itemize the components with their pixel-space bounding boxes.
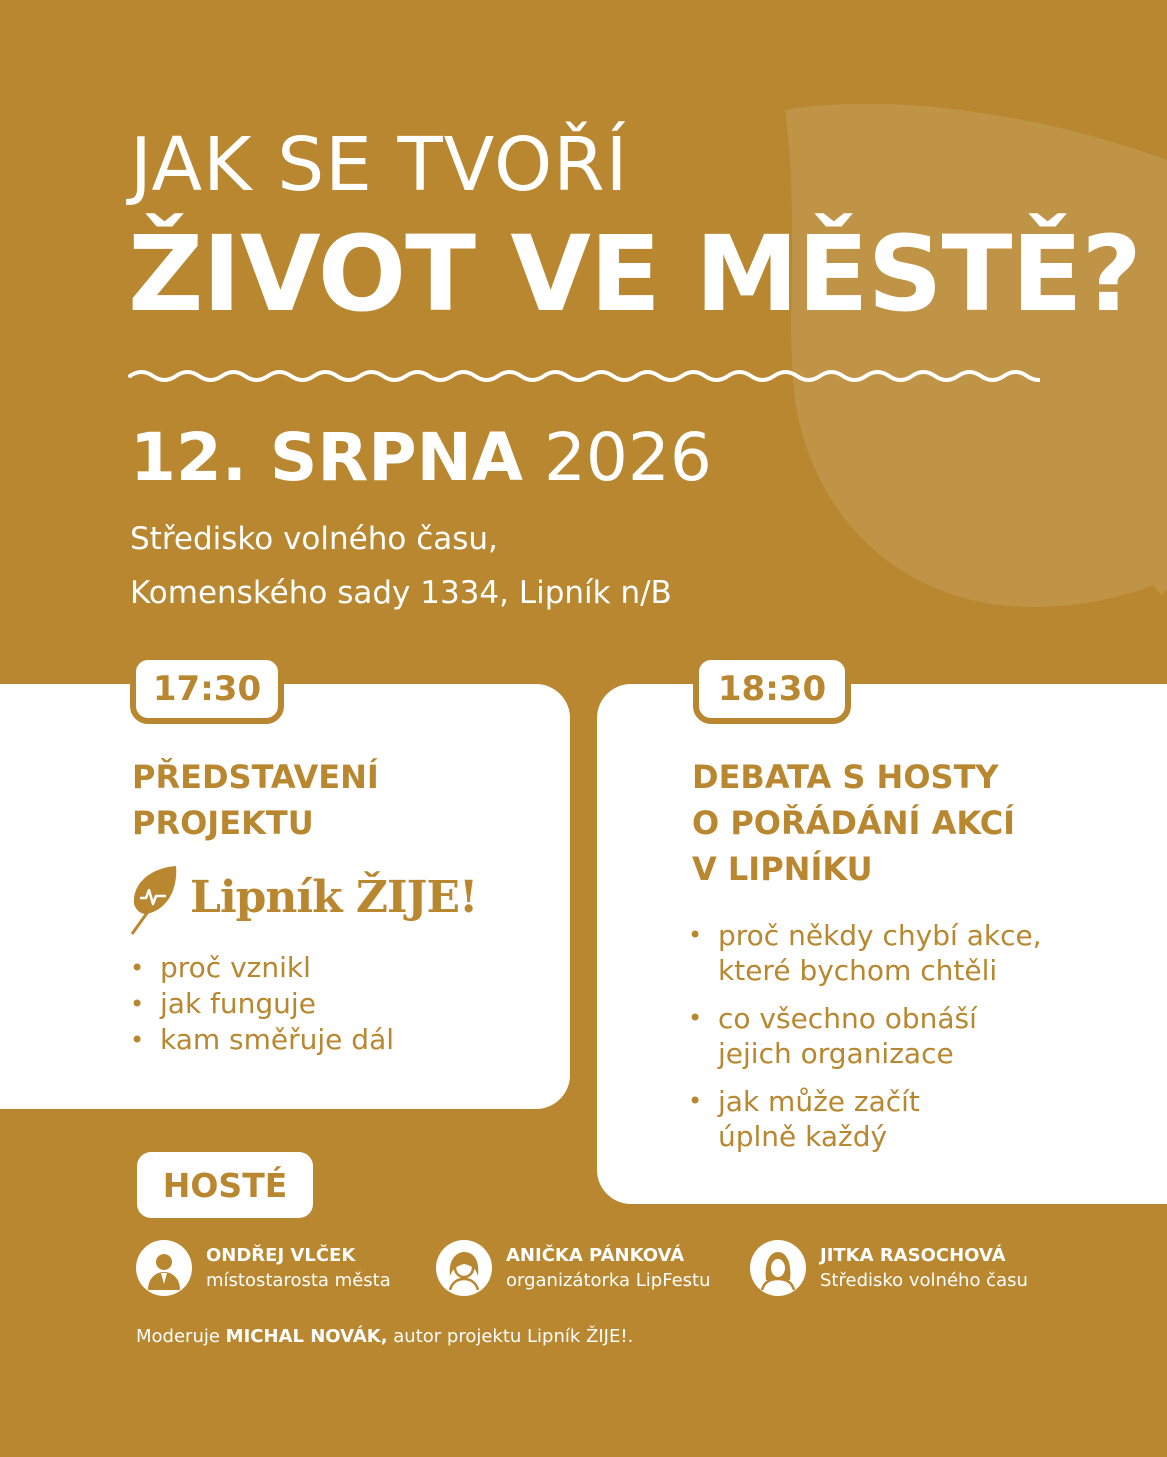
program-2-bullets — [688, 918, 1108, 1167]
logo-text: Lipník ŽIJE! — [190, 872, 478, 923]
event-date-day: 12. SRPNA — [130, 419, 523, 496]
venue-line-1: Středisko volného času, — [130, 521, 498, 557]
event-date — [130, 419, 712, 496]
woman-avatar-icon — [436, 1240, 492, 1296]
program-1-title-line-1: PŘEDSTAVENÍ — [132, 758, 379, 796]
list-item-line-1: • co všechno obnáší — [718, 1002, 977, 1035]
list-item-line-2: jejich organizace — [718, 1037, 954, 1070]
man-avatar-icon — [136, 1240, 192, 1296]
list-item-line-1: • jak může začít — [718, 1085, 920, 1118]
program-1-bullets — [130, 950, 394, 1058]
list-item-line-1: • proč někdy chybí akce, — [718, 919, 1042, 952]
event-date-year: 2026 — [543, 419, 712, 496]
guest-3-role: Středisko volného času — [820, 1270, 1028, 1291]
list-item: • kam směřuje dál — [130, 1022, 394, 1058]
venue-line-2: Komenského sady 1334, Lipník n/B — [130, 575, 672, 611]
leaf-logo-icon — [132, 866, 176, 934]
list-item: • jak funguje — [130, 986, 394, 1022]
list-item — [688, 1001, 1108, 1071]
list-item-line-2: které bychom chtěli — [718, 954, 998, 987]
guests-label: HOSTÉ — [137, 1152, 313, 1218]
guest-1-role: místostarosta města — [206, 1270, 391, 1291]
program-2-title-line-3: V LIPNÍKU — [692, 850, 873, 888]
lipnik-zije-logo — [128, 858, 488, 938]
guest-3-name: JITKA RASOCHOVÁ — [820, 1245, 1006, 1266]
wave-divider — [128, 356, 1040, 396]
moderator-suffix: autor projektu Lipník ŽIJE!. — [393, 1326, 634, 1347]
program-1-title-line-2: PROJEKTU — [132, 804, 314, 842]
list-item — [688, 918, 1108, 988]
time-badge-2: 18:30 — [693, 654, 851, 724]
program-2-title — [692, 754, 1015, 892]
time-badge-1: 17:30 — [130, 654, 284, 724]
headline-line-1: JAK SE TVOŘÍ — [130, 122, 629, 208]
venue — [130, 512, 672, 620]
guest-1 — [136, 1240, 391, 1296]
moderator-name: MICHAL NOVÁK, — [225, 1326, 388, 1347]
list-item — [688, 1084, 1108, 1154]
program-2-title-line-1: DEBATA S HOSTY — [692, 758, 999, 796]
moderator-prefix: Moderuje — [136, 1326, 220, 1347]
program-1-title — [132, 754, 379, 846]
woman-avatar-icon — [750, 1240, 806, 1296]
guest-2 — [436, 1240, 711, 1296]
guest-2-name: ANIČKA PÁNKOVÁ — [506, 1245, 685, 1266]
guest-2-role: organizátorka LipFestu — [506, 1270, 711, 1291]
guest-1-name: ONDŘEJ VLČEK — [206, 1245, 356, 1266]
list-item-line-2: úplně každý — [718, 1120, 888, 1153]
guest-3 — [750, 1240, 1028, 1296]
list-item: • proč vznikl — [130, 950, 394, 986]
headline-line-2: ŽIVOT VE MĚSTĚ? — [128, 213, 1141, 335]
moderator-line — [136, 1326, 633, 1347]
program-2-title-line-2: O POŘÁDÁNÍ AKCÍ — [692, 804, 1016, 842]
